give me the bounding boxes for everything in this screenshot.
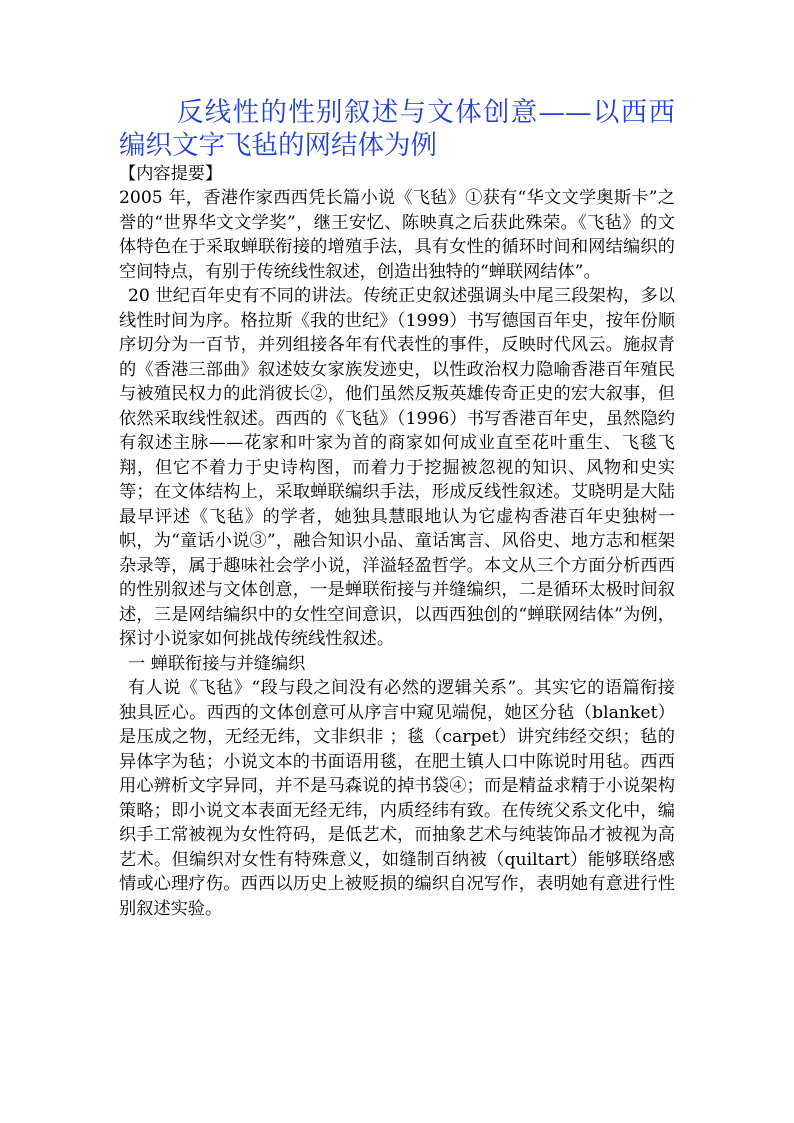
section-heading: 一 蝉联衔接与并缝编织 [128,653,306,674]
intro-paragraph: 20 世纪百年史有不同的讲法。传统正史叙述强调头中尾三段架构，多以线性时间为序。格拉斯《我的世纪》（1999）书写德国百年史，按年份顺序切分为一百节，并列组接各年有代表性的事件，反映时代风云。施叔青的《香港三部曲》叙述妓女家族发迹史，以性政治权力隐喻香港百年殖民与被殖民权力的此消彼长②，他们虽然反叛英雄传奇正史的宏大叙事，但依然采取线性叙述。西西的《飞毡》（1996）书写香港百年史，虽然隐约有叙述主脉——花家和叶家为首的商家如何成业直至花叶重生、飞毯飞翔，但它不着力于史诗构图，而着力于挖掘被忽视的知识、风物和史实等；在文体结构上，采取蝉联编织手法，形成反线性叙述。艾晓明是大陆最早评述《飞毡》的学者，她独具慧眼地认为它虚构香港百年史独树一帜，为“童话小说③”，融合知识小品、童话寓言、风俗史、地方志和框架杂录等，属于趣味社会学小说，洋溢轻盈哲学。本文从三个方面分析西西的性别叙述与文体创意，一是蝉联衔接与并缝编织，二是循环太极时间叙述，三是网结编织中的女性空间意识，以西西独创的“蝉联网结体”为例，探讨小说家如何挑战传统线性叙述。 [119,286,675,649]
abstract-label: 【内容提要】 [119,164,223,184]
section-paragraph: 有人说《飞毡》“段与段之间没有必然的逻辑关系”。其实它的语篇衔接独具匠心。西西的文体创意可从序言中窥见端倪，她区分毡（blanket）是压成之物，无经无纬，文非织非 ；毯（carpet）讲究纬经交织；毡的异体字为毡；小说文本的书面语用毯，在肥土镇人口中陈说时用毡。西西用心辨析文字异同，并不是马森说的掉书袋④；而是精益求精于小说架构策略；即小说文本表面无经无纬，内质经纬有致。在传统父系文化中，编织手工常被视为女性符码，是低艺术，而抽象艺术与纯装饰品才被视为高艺术。但编织对女性有特殊意义，如缝制百纳被（quiltart）能够联络感情或心理疗伤。西西以历史上被贬损的编织自况写作，表明她有意进行性别叙述实验。 [119,678,675,919]
article-title: 反线性的性别叙述与文体创意——以西西编织文字飞毡的网结体为例 [119,97,675,161]
abstract-paragraph: 2005 年，香港作家西西凭长篇小说《飞毡》①获有“华文文学奥斯卡”之誉的“世界华文文学奖”，继王安忆、陈映真之后获此殊荣。《飞毡》的文体特色在于采取蝉联衔接的增殖手法，具有女性的循环时间和网结编织的空间特点，有别于传统线性叙述，创造出独特的“蝉联网结体”。 [119,188,675,282]
document-page [119,96,675,921]
